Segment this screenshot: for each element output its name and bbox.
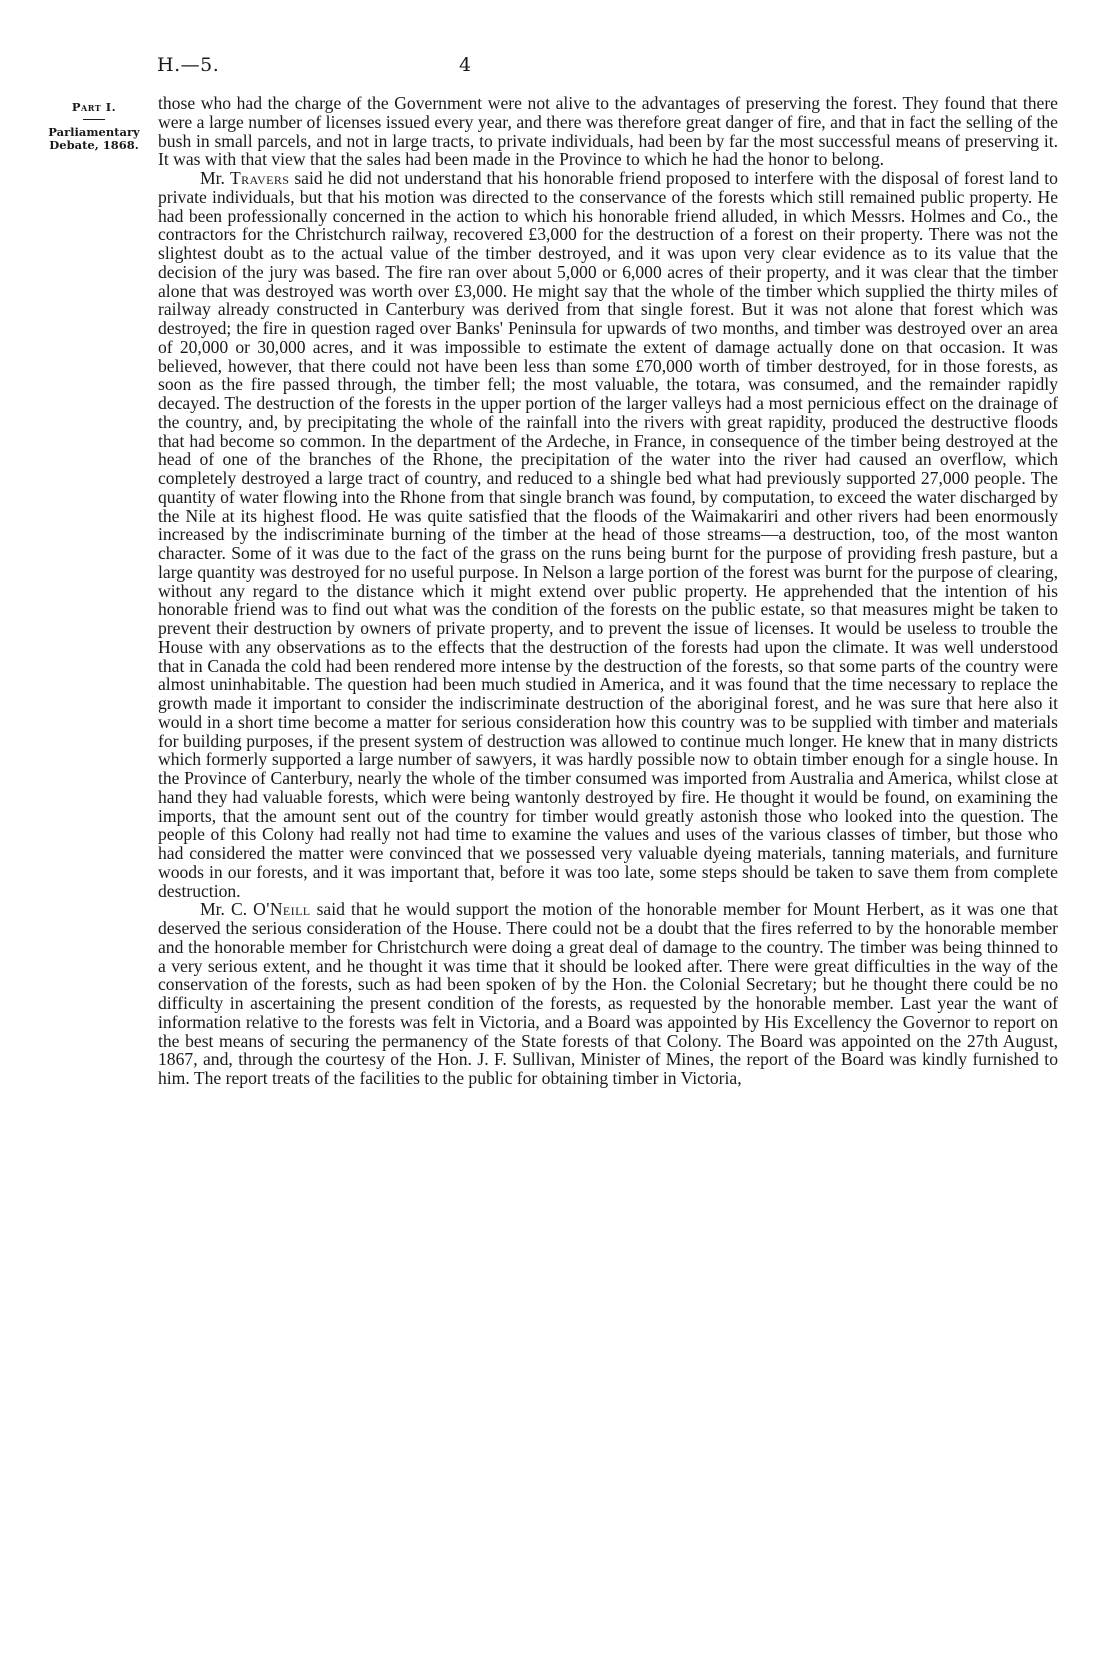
margin-note-part: Part I. — [71, 100, 117, 114]
paragraph-travers — [158, 169, 1058, 900]
speaker-title: Mr. — [200, 168, 230, 188]
debate-text — [158, 94, 1058, 1088]
speaker-name: Travers — [229, 168, 290, 188]
paragraph-oneill — [158, 900, 1058, 1088]
margin-note-rule — [83, 119, 105, 120]
running-header — [157, 54, 1057, 80]
paper-reference: H.—5. — [157, 54, 220, 76]
paragraph-continuation — [158, 94, 1058, 169]
margin-note — [38, 101, 150, 152]
speaker-title: Mr. C. — [200, 899, 254, 920]
margin-note-title: Parliamentary Debate, 1868. — [48, 125, 140, 152]
paragraph-text: those who had the charge of the Government were not alive to the advantages of preserving the forest. They found that there were a large number of licenses issued every year, and there was therefore great danger of fire, and that in fact the selling of the bush in small parcels, and not in large tracts, to private individuals, had been by far the most successful means of preserving it. It was with that view that the sales had been made in the Province to which he had the honor to belong. — [158, 93, 1058, 170]
paragraph-text: said that he would support the motion of the honorable member for Mount Herbert, as it was one that deserved the serious consideration of the House. There could not be a doubt that the fires referred to by the honorable member and the honorable member for Christchurch were doing a great deal of damage to the country. The timber was being thinned to a very serious extent, and he thought it was time that it should be looked after. There were great difficulties in the way of the conservation of the forests, such as had been spoken of by the Hon. the Colonial Secretary; but he thought there could be no difficulty in ascertaining the present condition of the forests, as requested by the honorable member. Last year the want of information relative to the forests was felt in Victoria, and a Board was appointed by His Excellency the Governor to report on the best means of securing the permanency of the State forests of that Colony. The Board was appointed on the 27th August, 1867, and, through the courtesy of the Hon. J. F. Sullivan, Minister of Mines, the report of the Board was kindly furnished to him. The report treats of the facilities to the public for obtaining timber in Victoria, — [158, 899, 1058, 1088]
speaker-name: O'Neill — [253, 899, 311, 920]
paragraph-text: said he did not understand that his honorable friend proposed to interfere with the disposal of forest land to private individuals, but that his motion was directed to the conservance of the forests which still remained public property. He had been professionally concerned in the action to which his honorable friend alluded, in which Messrs. Holmes and Co., the contractors for the Christchurch railway, recovered £3,000 for the destruction of a forest on their property. There was not the slightest doubt as to the actual value of the timber destroyed, and it was upon very clear evidence as to its value that the decision of the jury was based. The fire ran over about 5,000 or 6,000 acres of their property, and it was clear that the timber alone that was destroyed was worth over £3,000. He might say that the whole of the timber which supplied the thirty miles of railway already constructed in Canterbury was derived from that single forest. But it was not alone that forest which was destroyed; the fire in question raged over Banks' Peninsula for upwards of two months, and timber was destroyed over an area of 20,000 or 30,000 acres, and it was impossible to estimate the extent of damage actually done on that occasion. It was believed, however, that there could not have been less than some £70,000 worth of timber destroyed, for in those forests, as soon as the fire passed through, the timber fell; the most valuable, the totara, was consumed, and the remainder rapidly decayed. The destruction of the forests in the upper portion of the larger valleys had a most pernicious effect on the drainage of the country, and, by precipitating the whole of the rainfall into the rivers with great rapidity, produced the destructive floods that had become so common. In the department of the Ardeche, in France, in consequence of the timber being destroyed at the head of one of the branches of the Rhone, the precipitation of the water into the river had caused an overflow, which completely destroyed a large tract of country, and reduced to a shingle bed what had previously supported 27,000 people. The quantity of water flowing into the Rhone from that single branch was found, by computation, to exceed the water discharged by the Nile at its highest flood. He was quite satisfied that the floods of the Waimakariri and other rivers had been enormously increased by the indiscriminate burning of the timber at the head of those streams—a destruction, too, of the most wanton character. Some of it was due to the fact of the grass on the runs being burnt for the purpose of providing fresh pasture, but a large quantity was destroyed for no useful purpose. In Nelson a large portion of the forest was burnt for the purpose of clearing, without any regard to the distance which it might extend over public property. He apprehended that the intention of his honorable friend was to find out what was the condition of the forests on the public estate, so that measures might be taken to prevent their destruction by owners of private property, and to prevent the issue of licenses. It would be useless to trouble the House with any observations as to the effects that the destruction of the forests had upon the climate. It was well understood that in Canada the cold had been rendered more intense by the destruction of the forests, so that some parts of the country were almost uninhabitable. The question had been much studied in America, and it was found that the time necessary to replace the growth made it important to consider the indiscriminate destruction of the aboriginal forest, and he was sure that here also it would in a short time become a matter for serious consideration how this country was to be supplied with timber and materials for building purposes, if the present system of destruction was allowed to continue much longer. He knew that in many districts which formerly supported a large number of sawyers, it was hardly possible now to obtain timber enough for a single house. In the Province of Canterbury, nearly the whole of the timber consumed was imported from Australia and America, whilst close at hand they had valuable forests, which were being wantonly destroyed by fire. He thought it would be found, on examining the imports, that the amount sent out of the country for timber would greatly astonish those who looked into the question. The people of this Colony had really not had time to examine the values and uses of the various classes of timber, but those who had considered the matter were convinced that we possessed very valuable dyeing materials, tanning materials, and furniture woods in our forests, and it was important that, before it was too late, some steps should be taken to save them from complete destruction. — [158, 168, 1058, 901]
page-number: 4 — [459, 54, 472, 76]
